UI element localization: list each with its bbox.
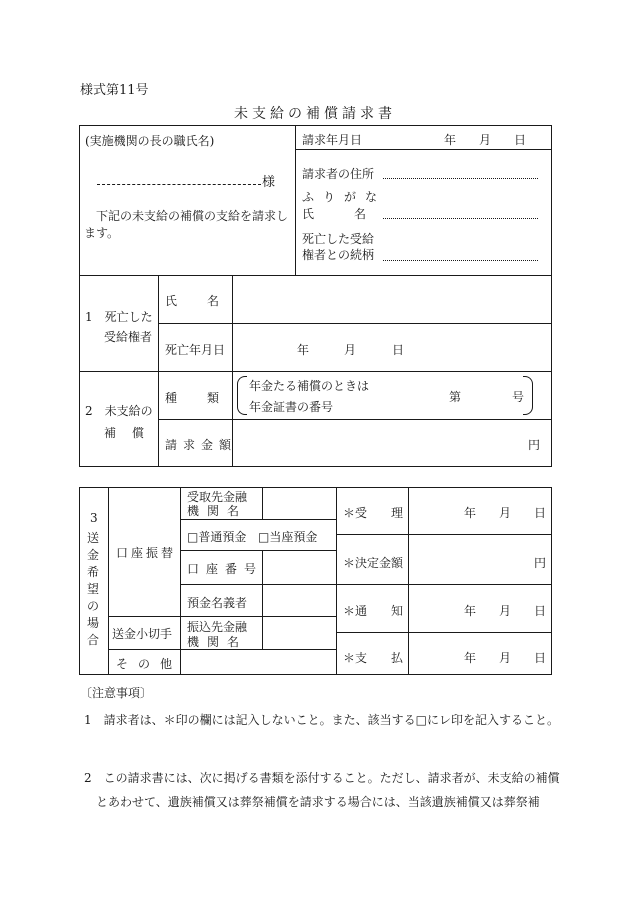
deceased-name-label: 氏名 [165,294,250,308]
note-1: 1 請求者は、＊印の欄には記入しないこと。また、該当する□にレ印を記入すること。 [84,713,559,727]
honorific: 様 [262,175,276,190]
left-brace-icon [237,376,247,415]
notes-heading: 〔注意事項〕 [80,686,153,700]
received-label: ＊受 理 [343,506,404,520]
account-number-label: 口座番号 [187,562,264,576]
death-date-label: 死亡年月日 [165,343,226,357]
section2-label: 2 未支給の [85,404,153,418]
notice-label: ＊通 知 [343,604,404,618]
form-number: 様式第11号 [80,83,149,98]
note-2: 2 この請求書には、次に掲げる書類を添付すること。ただし、請求者が、未支給の補償とあわせて、遺族補償又は葬祭補償を請求する場合には、当該遺族補償又は葬祭補 [84,771,560,809]
section3-vertical-label: 送金希望の場合 [86,531,99,647]
account-holder-label: 預金名義者 [187,596,248,610]
addressee-label: (実施機関の長の職氏名) [85,134,215,148]
form-page: 様式第11号 未支給の補償請求書 (実施機関の長の職氏名) 様 下記の未支給の補償の支給を請求します。 請求年月日 年 月 日 請求者の住所 ふりがな 氏名 死亡した受給 権者との続柄 1 死亡した 受給権者 氏名 死亡年月日 年 月 日 2 未支給の 補償 種類 年金たる補償のときは 年金証書の番号 第 号 請求金額 円 3 送金希望の場合 口座振替 送金小切手 その他 受取先金融 機関名 □普通預金 □当座預金 口座番号 預金名義者 振込先金融 機関名 ＊受 理 ＊決定金額 ＊通 知 ＊支 払 年 月 日 円 年 月 日 年 月 日 〔注意事項〕 1 請求者は、＊印の欄には記入しないこと。また、該当する□にレ印を記入すること。 2 この請求書には、次に掲げる書類を添付すること。ただし、請求者が、未支給の補償とあわせて、遺族補償又は葬祭補償を請求する場合には、当該遺族補償又は葬祭補 [0,0,630,903]
name-label: 氏名 [302,207,407,221]
current-deposit-checkbox[interactable]: □当座預金 [258,530,318,544]
decided-amount-label: ＊決定金額 [343,556,404,570]
other-label: その他 [116,657,183,671]
address-label: 請求者の住所 [302,167,375,181]
kind-label: 種類 [165,391,250,405]
payment-label: ＊支 払 [343,651,404,665]
remit-check-label: 送金小切手 [112,627,173,641]
lower-table [79,487,552,675]
right-brace-icon [523,376,533,415]
request-text: 下記の未支給の補償の支給を請求します。 [84,209,289,240]
furigana-label: ふりがな [302,190,387,204]
section1-label: 1 死亡した [85,310,153,324]
account-transfer-label: 口座振替 [116,546,177,560]
relation-field[interactable] [383,260,538,261]
ordinary-deposit-checkbox[interactable]: □普通預金 [187,530,247,544]
page-title: 未支給の補償請求書 [234,106,396,122]
address-field[interactable] [383,178,538,179]
request-date-label: 請求年月日 [302,133,363,147]
section3-number: 3 [90,511,98,525]
name-field[interactable] [383,218,538,219]
addressee-line [97,184,261,185]
amount-label: 請求金額 [165,438,238,452]
